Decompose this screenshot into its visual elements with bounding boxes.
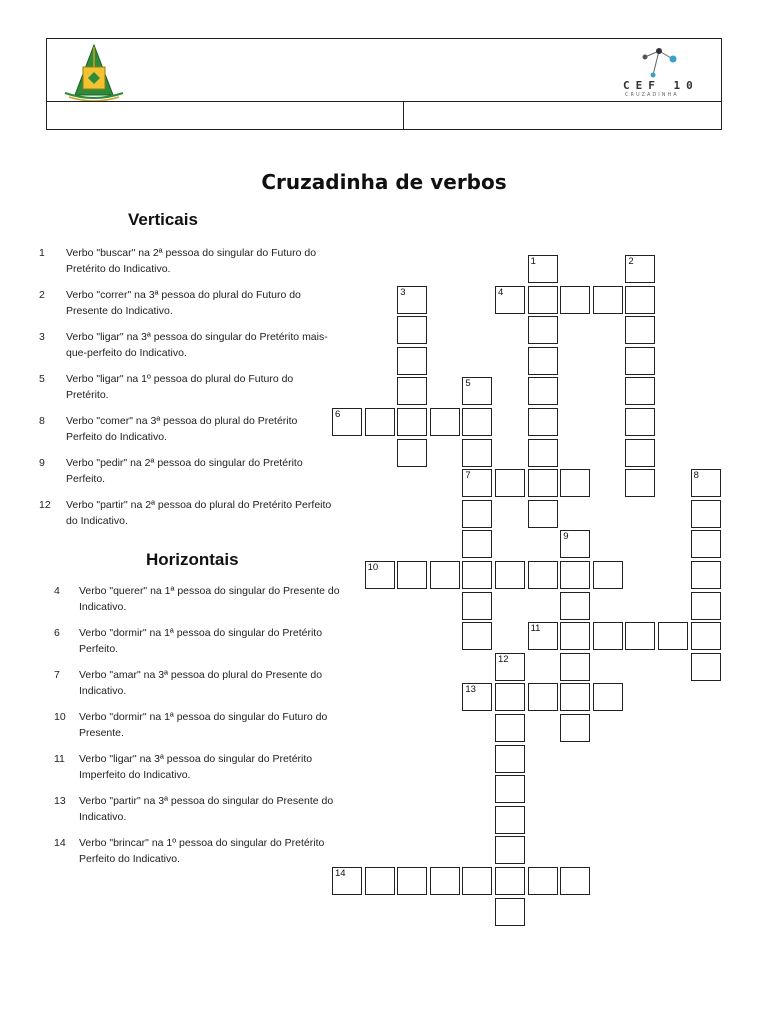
crossword-cell[interactable] [495,806,525,834]
crossword-cell[interactable] [691,592,721,620]
crossword-cell[interactable] [462,439,492,467]
cef-logo-subtitle: CRUZADINHA [625,92,679,98]
crossword-cell-11[interactable] [528,622,558,650]
crossword-cell-8[interactable] [691,469,721,497]
crossword-cell[interactable] [625,469,655,497]
crossword-cell[interactable] [528,867,558,895]
crossword-cell[interactable] [691,622,721,650]
crossword-cell-9[interactable] [560,530,590,558]
crossword-cell-1[interactable] [528,255,558,283]
crossword-cell[interactable] [462,561,492,589]
crossword-cell[interactable] [625,286,655,314]
clue-text: Verbo "ligar" na 1º pessoa do plural do Futuro do Pretérito. [66,373,294,401]
header-field-right[interactable] [403,101,721,129]
header-table [46,38,722,130]
cell-number-label: 11 [530,623,541,635]
crossword-cell[interactable] [462,592,492,620]
clue-number: 12 [39,499,51,511]
clue-text: Verbo "pedir" na 2ª pessoa do singular do Pretérito Perfeito. [66,457,303,485]
header-logo-row [47,39,721,102]
clue-number: 11 [54,753,65,765]
crossword-cell[interactable] [593,561,623,589]
crossword-cell[interactable] [462,500,492,528]
cell-number-label: 6 [335,409,341,420]
cell-number-label: 7 [465,470,471,482]
crossword-cell[interactable] [365,867,395,895]
crossword-cell[interactable] [462,622,492,650]
clue-text: Verbo "partir" na 3ª pessoa do singular do Presente do Indicativo. [79,795,334,823]
crossword-cell[interactable] [560,714,590,742]
df-coat-of-arms-logo [61,43,127,101]
clue-text: Verbo "ligar" na 3ª pessoa do singular do Pretérito mais-que-perfeito do Indicativo. [66,331,328,359]
crossword-cell[interactable] [593,683,623,711]
crossword-cell[interactable] [593,286,623,314]
cell-number-label: 5 [465,378,471,390]
crossword-cell[interactable] [462,867,492,895]
crossword-cell[interactable] [560,592,590,620]
crossword-cell[interactable] [691,500,721,528]
crossword-cell[interactable] [625,622,655,650]
crossword-cell[interactable] [560,683,590,711]
crossword-cell[interactable] [495,775,525,803]
crossword-cell-13[interactable] [462,683,492,711]
clue-number: 4 [54,585,60,597]
crossword-cell-2[interactable] [625,255,655,283]
crossword-cell[interactable] [495,836,525,864]
crossword-cell[interactable] [560,469,590,497]
cell-number-label: 1 [530,256,536,267]
crossword-cell[interactable] [625,439,655,467]
crossword-cell[interactable] [625,377,655,405]
clue-number: 7 [54,669,60,681]
crossword-cell[interactable] [528,316,558,344]
crossword-cell[interactable] [528,469,558,497]
cef-molecule-icon [615,45,711,79]
crossword-cell[interactable] [365,408,395,436]
clue-text: Verbo "comer" na 3ª pessoa do plural do Pretérito Perfeito do Indicativo. [66,415,298,443]
crossword-cell[interactable] [495,714,525,742]
clue-number: 6 [54,627,60,639]
crossword-cell[interactable] [397,561,427,589]
crossword-cell[interactable] [560,286,590,314]
crossword-cell[interactable] [430,561,460,589]
crossword-cell[interactable] [397,439,427,467]
cell-number-label: 13 [465,684,476,696]
crossword-cell[interactable] [462,408,492,436]
crossword-cell[interactable] [528,408,558,436]
cell-number-label: 14 [335,868,346,879]
crossword-cell[interactable] [495,561,525,589]
crossword-cell[interactable] [495,469,525,497]
crossword-cell-7[interactable] [462,469,492,497]
crossword-cell[interactable] [528,377,558,405]
clue-text: Verbo "amar" na 3ª pessoa do plural do Presente do Indicativo. [79,669,323,697]
crossword-cell[interactable] [397,316,427,344]
crossword-cell[interactable] [658,622,688,650]
clue-number: 13 [54,795,66,807]
crossword-cell[interactable] [691,561,721,589]
crossword-cell[interactable] [462,530,492,558]
clue-number: 10 [54,711,66,723]
clue-text: Verbo "correr" na 3ª pessoa do plural do Futuro do Presente do Indicativo. [66,289,301,317]
crossword-cell[interactable] [495,745,525,773]
clue-number: 1 [39,247,45,259]
crossword-cell[interactable] [430,408,460,436]
cef-logo [615,45,711,99]
cell-number-label: 12 [498,653,509,665]
cell-number-label: 9 [563,531,569,543]
clue-text: Verbo "ligar" na 3ª pessoa do singular do Pretérito Imperfeito do Indicativo. [79,753,313,781]
crossword-cell[interactable] [397,408,427,436]
crossword-cell[interactable] [593,622,623,650]
cell-number-label: 10 [367,562,379,573]
crossword-cell[interactable] [625,347,655,375]
clue-number: 2 [39,289,45,301]
horizontais-heading: Horizontais [146,550,239,569]
crossword-cell[interactable] [430,867,460,895]
cell-number-label: 4 [498,286,504,298]
header-field-left[interactable] [47,101,404,129]
crossword-cell[interactable] [560,867,590,895]
crossword-cell-14[interactable] [332,867,362,895]
clue-number: 3 [39,331,45,343]
crossword-cell[interactable] [397,347,427,375]
crossword-cell[interactable] [560,653,590,681]
crossword-cell[interactable] [495,898,525,926]
crossword-cell-5[interactable] [462,377,492,405]
crossword-cell-6[interactable] [332,408,362,436]
crossword-cell[interactable] [397,377,427,405]
crossword-cell[interactable] [528,561,558,589]
crossword-cell[interactable] [625,408,655,436]
crossword-cell-3[interactable] [397,286,427,314]
crossword-cell-10[interactable] [365,561,395,589]
crossword-cell[interactable] [691,530,721,558]
cell-number-label: 2 [628,256,634,267]
crossword-cell-12[interactable] [495,653,525,681]
crossword-cell[interactable] [528,347,558,375]
clue-text: Verbo "brincar" na 1º pessoa do singular do Pretérito Perfeito do Indicativo. [79,837,325,865]
crossword-cell[interactable] [528,683,558,711]
crossword-cell[interactable] [528,500,558,528]
clue-text: Verbo "buscar" na 2ª pessoa do singular do Futuro do Pretérito do Indicativo. [66,247,317,275]
verticais-heading: Verticais [128,210,198,229]
clue-number: 14 [54,837,66,849]
page-title: Cruzadinha de verbos [261,170,507,194]
crossword-cell[interactable] [560,561,590,589]
crossword-cell[interactable] [691,653,721,681]
clue-number: 9 [39,457,45,469]
crossword-cell[interactable] [495,683,525,711]
crossword-cell[interactable] [560,622,590,650]
clue-number: 8 [39,415,45,427]
clue-text: Verbo "dormir" na 1ª pessoa do singular do Pretérito Perfeito. [79,627,323,655]
crossword-cell[interactable] [528,439,558,467]
crossword-cell[interactable] [397,867,427,895]
clue-text: Verbo "partir" na 2ª pessoa do plural do Pretérito Perfeito do Indicativo. [66,499,332,527]
crossword-cell[interactable] [528,286,558,314]
crossword-cell[interactable] [625,316,655,344]
crossword-cell-4[interactable] [495,286,525,314]
clue-text: Verbo "querer" na 1ª pessoa do singular do Presente do Indicativo. [79,585,340,613]
cell-number-label: 8 [693,470,699,482]
cef-logo-text: CEF 10 [623,79,699,92]
clue-text: Verbo "dormir" na 1ª pessoa do singular do Futuro do Presente. [79,711,328,739]
clue-number: 5 [39,373,45,385]
crossword-cell[interactable] [495,867,525,895]
cell-number-label: 3 [400,286,406,298]
